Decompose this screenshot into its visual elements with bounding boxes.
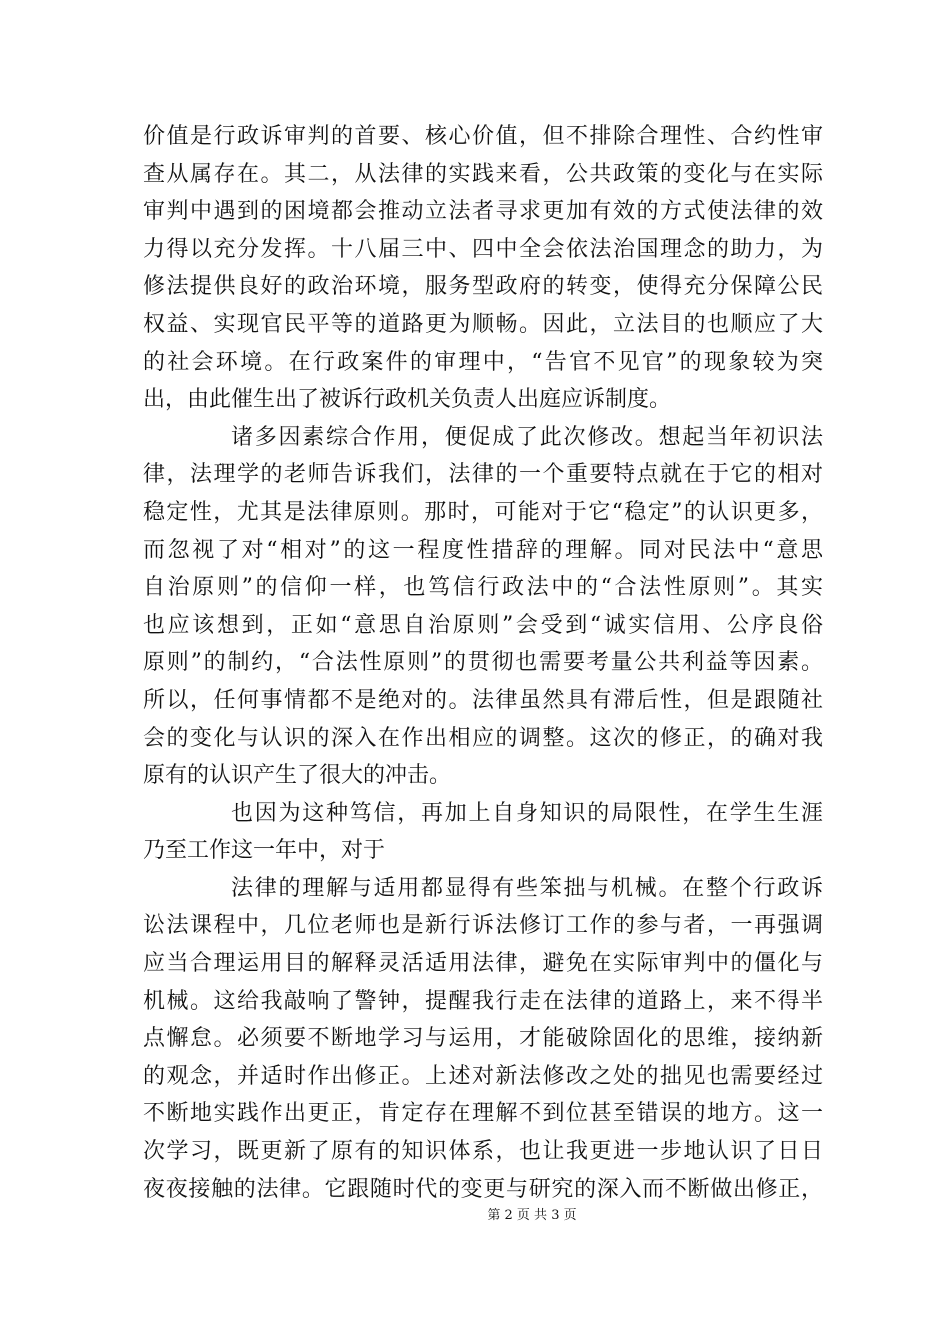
- text-line: 查从属存在。其二，从法律的实践来看，公共政策的变化与在实际: [143, 161, 823, 187]
- text-line: 讼法课程中，几位老师也是新行诉法修订工作的参与者，一再强调: [143, 913, 823, 939]
- body-text: [143, 118, 823, 1208]
- text-line: 机械。这给我敲响了警钟，提醒我行走在法律的道路上，来不得半: [143, 988, 823, 1014]
- page-number: 第 2 页 共 3 页: [487, 1208, 577, 1223]
- text-line: 原则”的制约，“合法性原则”的贯彻也需要考量公共利益等因素。: [143, 650, 823, 676]
- text-line: 也因为这种笃信，再加上自身知识的局限性，在学生生涯: [231, 800, 823, 826]
- text-line: 次学习，既更新了原有的知识体系，也让我更进一步地认识了日日: [143, 1139, 823, 1165]
- text-line: 的观念，并适时作出修正。上述对新法修改之处的拙见也需要经过: [143, 1063, 823, 1089]
- text-line: 诸多因素综合作用，便促成了此次修改。想起当年初识法: [231, 424, 823, 450]
- text-line: 法律的理解与适用都显得有些笨拙与机械。在整个行政诉: [231, 875, 823, 901]
- text-line: 应当合理运用目的解释灵活适用法律，避免在实际审判中的僵化与: [143, 951, 823, 977]
- text-line: 的社会环境。在行政案件的审理中，“告官不见官”的现象较为突: [143, 349, 823, 375]
- text-line: 乃至工作这一年中，对于: [143, 838, 386, 864]
- paragraph-3: [143, 795, 823, 870]
- text-line: 权益、实现官民平等的道路更为顺畅。因此，立法目的也顺应了大: [143, 311, 823, 337]
- text-line: 而忽视了对“相对”的这一程度性措辞的理解。同对民法中“意思: [143, 537, 823, 563]
- text-line: 修法提供良好的政治环境，服务型政府的转变，使得充分保障公民: [143, 274, 823, 300]
- paragraph-4: [143, 870, 823, 1208]
- text-line: 原有的认识产生了很大的冲击。: [143, 763, 452, 789]
- text-line: 价值是行政诉审判的首要、核心价值，但不排除合理性、合约性审: [143, 124, 823, 149]
- text-line: 夜夜接触的法律。它跟随时代的变更与研究的深入而不断做出修正，: [143, 1176, 823, 1202]
- text-line: 点懈怠。必须要不断地学习与运用，才能破除固化的思维，接纳新: [143, 1026, 823, 1052]
- text-line: 也应该想到，正如“意思自治原则”会受到“诚实信用、公序良俗: [143, 612, 823, 638]
- text-line: 稳定性，尤其是法律原则。那时，可能对于它“稳定”的认识更多，: [143, 499, 823, 525]
- text-line: 会的变化与认识的深入在作出相应的调整。这次的修正，的确对我: [143, 725, 823, 751]
- text-line: 出，由此催生出了被诉行政机关负责人出庭应诉制度。: [143, 387, 672, 413]
- text-line: 不断地实践作出更正，肯定存在理解不到位甚至错误的地方。这一: [143, 1101, 823, 1127]
- text-line: 所以，任何事情都不是绝对的。法律虽然具有滞后性，但是跟随社: [143, 687, 823, 713]
- text-line: 力得以充分发挥。十八届三中、四中全会依法治国理念的助力，为: [143, 236, 823, 262]
- text-line: 律，法理学的老师告诉我们，法律的一个重要特点就在于它的相对: [143, 462, 823, 488]
- text-line: 审判中遇到的困境都会推动立法者寻求更加有效的方式使法律的效: [143, 199, 823, 225]
- paragraph-1: [143, 118, 823, 419]
- paragraph-2: [143, 419, 823, 795]
- text-line: 自治原则”的信仰一样，也笃信行政法中的“合法性原则”。其实: [143, 575, 823, 601]
